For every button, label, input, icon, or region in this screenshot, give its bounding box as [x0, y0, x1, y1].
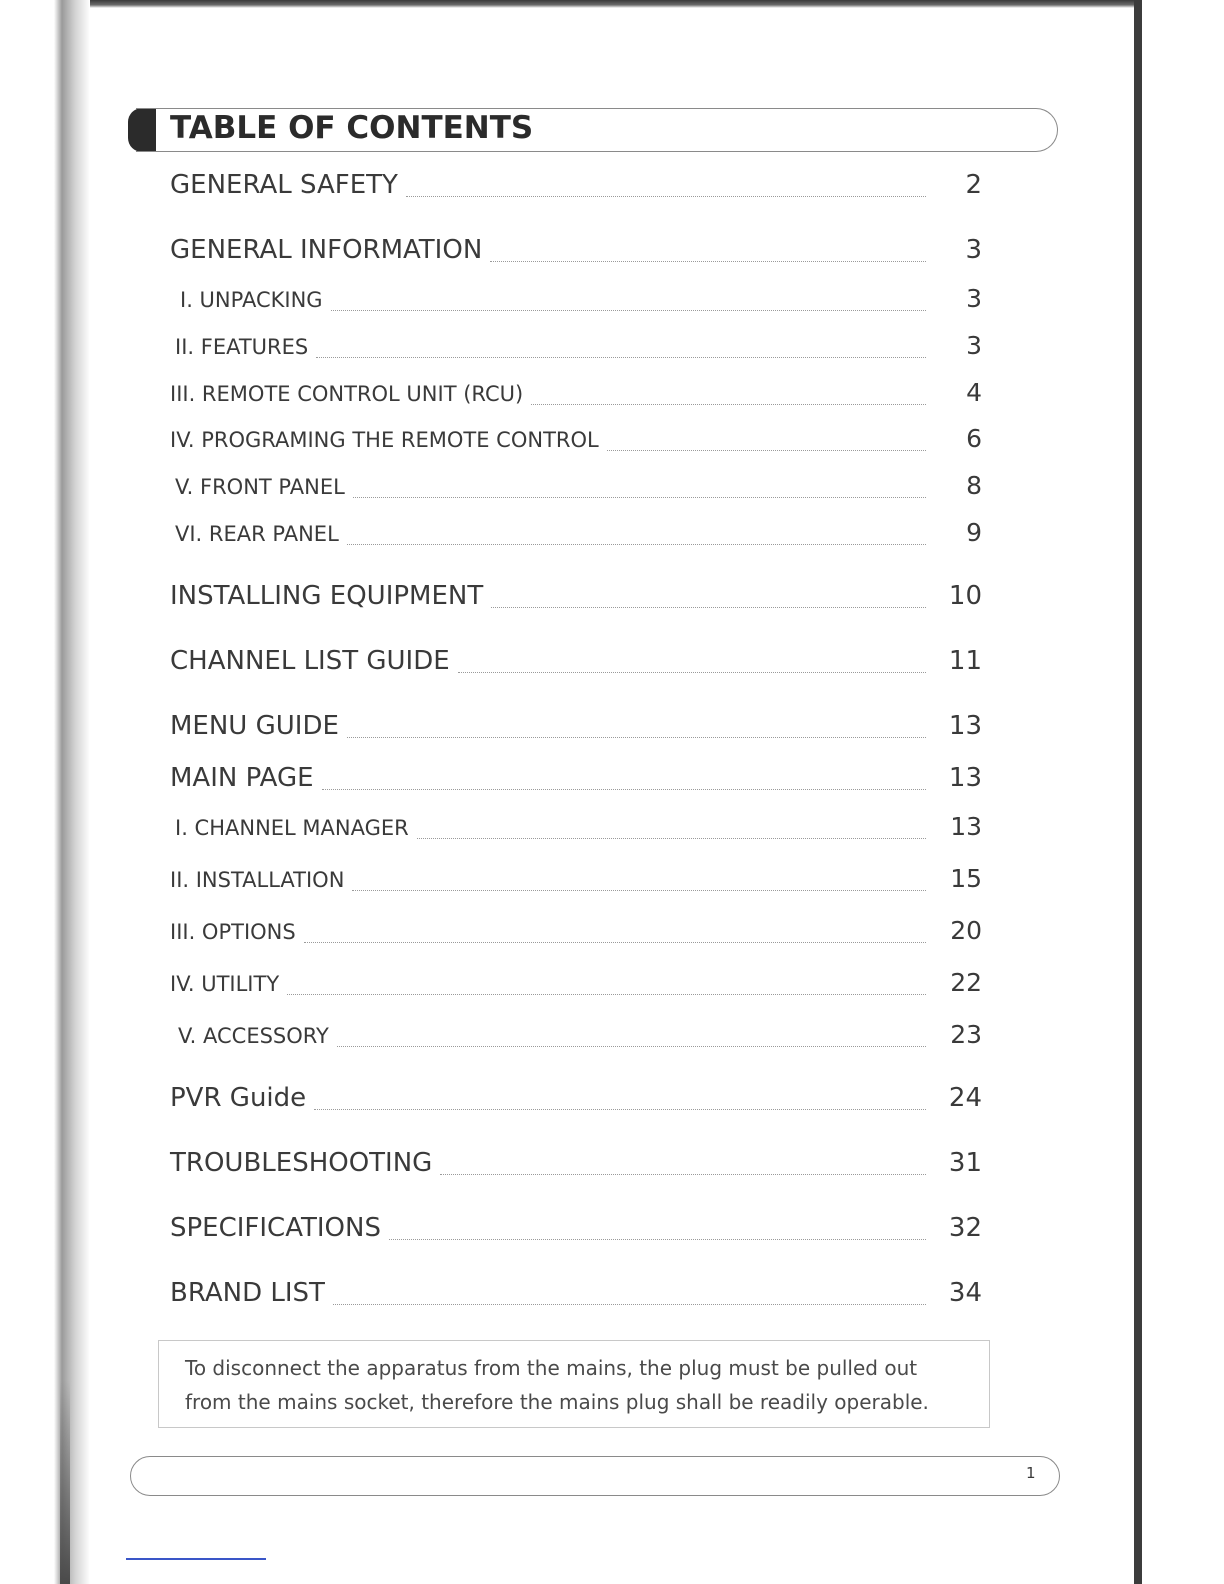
- entry-label: INSTALLING EQUIPMENT: [170, 581, 484, 611]
- toc-entry-remote-control-unit[interactable]: [170, 378, 982, 418]
- entry-label: GENERAL SAFETY: [170, 170, 398, 200]
- toc-entry-general-safety[interactable]: [170, 170, 982, 210]
- entry-page-number: 23: [950, 1020, 982, 1049]
- toc-entry-utility[interactable]: [170, 968, 982, 1008]
- dot-leader: [347, 543, 926, 545]
- entry-label: III. REMOTE CONTROL UNIT (RCU): [170, 382, 524, 406]
- page-title: TABLE OF CONTENTS: [170, 110, 534, 146]
- entry-label: II. INSTALLATION: [170, 868, 345, 892]
- entry-page-number: 34: [948, 1278, 982, 1308]
- dot-leader: [440, 1173, 926, 1175]
- toc-entry-troubleshooting[interactable]: [170, 1148, 982, 1188]
- entry-label: II. FEATURES: [175, 335, 309, 359]
- toc-entry-main-page[interactable]: [170, 763, 982, 803]
- dot-leader: [316, 356, 926, 358]
- scan-margin: [1142, 0, 1224, 1584]
- toc-entry-pvr-guide[interactable]: [170, 1083, 982, 1123]
- dot-leader: [287, 993, 926, 995]
- entry-label: V. ACCESSORY: [178, 1024, 329, 1048]
- entry-page-number: 13: [948, 711, 982, 741]
- scan-right-edge: [1134, 0, 1142, 1584]
- entry-page-number: 3: [966, 284, 982, 313]
- dot-leader: [491, 606, 926, 608]
- entry-page-number: 11: [948, 646, 982, 676]
- dot-leader: [458, 671, 926, 673]
- notice-line: from the mains socket, therefore the mains plug shall be readily operable.: [185, 1390, 929, 1414]
- dot-leader: [389, 1238, 926, 1240]
- toc-entry-rear-panel[interactable]: [175, 518, 982, 558]
- toc-entry-specifications[interactable]: [170, 1213, 982, 1253]
- dot-leader: [331, 309, 926, 311]
- toc-entry-front-panel[interactable]: [175, 471, 982, 511]
- toc-entry-channel-manager[interactable]: [175, 812, 982, 852]
- dot-leader: [406, 195, 926, 197]
- entry-page-number: 24: [948, 1083, 982, 1113]
- toc-entry-channel-list-guide[interactable]: [170, 646, 982, 686]
- dot-leader: [347, 736, 926, 738]
- entry-label: PVR Guide: [170, 1083, 307, 1113]
- dot-leader: [490, 260, 926, 262]
- entry-page-number: 9: [966, 518, 982, 547]
- dot-leader: [314, 1108, 926, 1110]
- entry-page-number: 22: [950, 968, 982, 997]
- entry-label: BRAND LIST: [170, 1278, 325, 1308]
- toc-entry-accessory[interactable]: [178, 1020, 982, 1060]
- entry-page-number: 20: [950, 916, 982, 945]
- entry-page-number: 2: [965, 170, 982, 200]
- footer-bar: [130, 1456, 1060, 1496]
- bottom-rule: [126, 1558, 266, 1560]
- entry-page-number: 31: [948, 1148, 982, 1178]
- entry-page-number: 10: [948, 581, 982, 611]
- toc-entry-features[interactable]: [175, 331, 982, 371]
- toc-entry-installing-equipment[interactable]: [170, 581, 982, 621]
- dot-leader: [304, 941, 926, 943]
- entry-label: MENU GUIDE: [170, 711, 339, 741]
- entry-page-number: 13: [950, 812, 982, 841]
- toc-entry-unpacking[interactable]: [180, 284, 982, 324]
- entry-label: I. UNPACKING: [180, 288, 323, 312]
- toc-entry-menu-guide[interactable]: [170, 711, 982, 751]
- entry-label: V. FRONT PANEL: [175, 475, 345, 499]
- dot-leader: [337, 1045, 926, 1047]
- dot-leader: [417, 837, 926, 839]
- entry-label: IV. UTILITY: [170, 972, 280, 996]
- entry-page-number: 13: [948, 763, 982, 793]
- notice-line: To disconnect the apparatus from the mains, the plug must be pulled out: [185, 1356, 918, 1380]
- page-number: 1: [1026, 1464, 1036, 1482]
- entry-page-number: 3: [965, 235, 982, 265]
- dot-leader: [352, 889, 926, 891]
- binding-shadow-dark: [60, 1380, 70, 1584]
- entry-label: MAIN PAGE: [170, 763, 314, 793]
- mains-disconnect-notice: [158, 1340, 990, 1428]
- entry-label: CHANNEL LIST GUIDE: [170, 646, 450, 676]
- dot-leader: [607, 449, 926, 451]
- entry-label: GENERAL INFORMATION: [170, 235, 483, 265]
- toc-entry-options[interactable]: [170, 916, 982, 956]
- entry-page-number: 32: [948, 1213, 982, 1243]
- entry-page-number: 4: [966, 378, 982, 407]
- dot-leader: [333, 1303, 926, 1305]
- entry-page-number: 6: [966, 424, 982, 453]
- entry-label: SPECIFICATIONS: [170, 1213, 381, 1243]
- toc-entry-programing-remote[interactable]: [170, 424, 982, 464]
- entry-page-number: 8: [966, 471, 982, 500]
- dot-leader: [353, 496, 926, 498]
- scan-top-edge: [0, 0, 1140, 8]
- toc-entry-general-information[interactable]: [170, 235, 982, 275]
- entry-label: TROUBLESHOOTING: [170, 1148, 433, 1178]
- dot-leader: [531, 403, 926, 405]
- entry-label: IV. PROGRAMING THE REMOTE CONTROL: [170, 428, 599, 452]
- entry-label: III. OPTIONS: [170, 920, 296, 944]
- toc-entry-installation[interactable]: [170, 864, 982, 904]
- entry-label: VI. REAR PANEL: [175, 522, 339, 546]
- dot-leader: [322, 788, 926, 790]
- toc-entry-brand-list[interactable]: [170, 1278, 982, 1318]
- binding-shadow: [0, 0, 90, 1584]
- entry-label: I. CHANNEL MANAGER: [175, 816, 409, 840]
- entry-page-number: 3: [966, 331, 982, 360]
- entry-page-number: 15: [950, 864, 982, 893]
